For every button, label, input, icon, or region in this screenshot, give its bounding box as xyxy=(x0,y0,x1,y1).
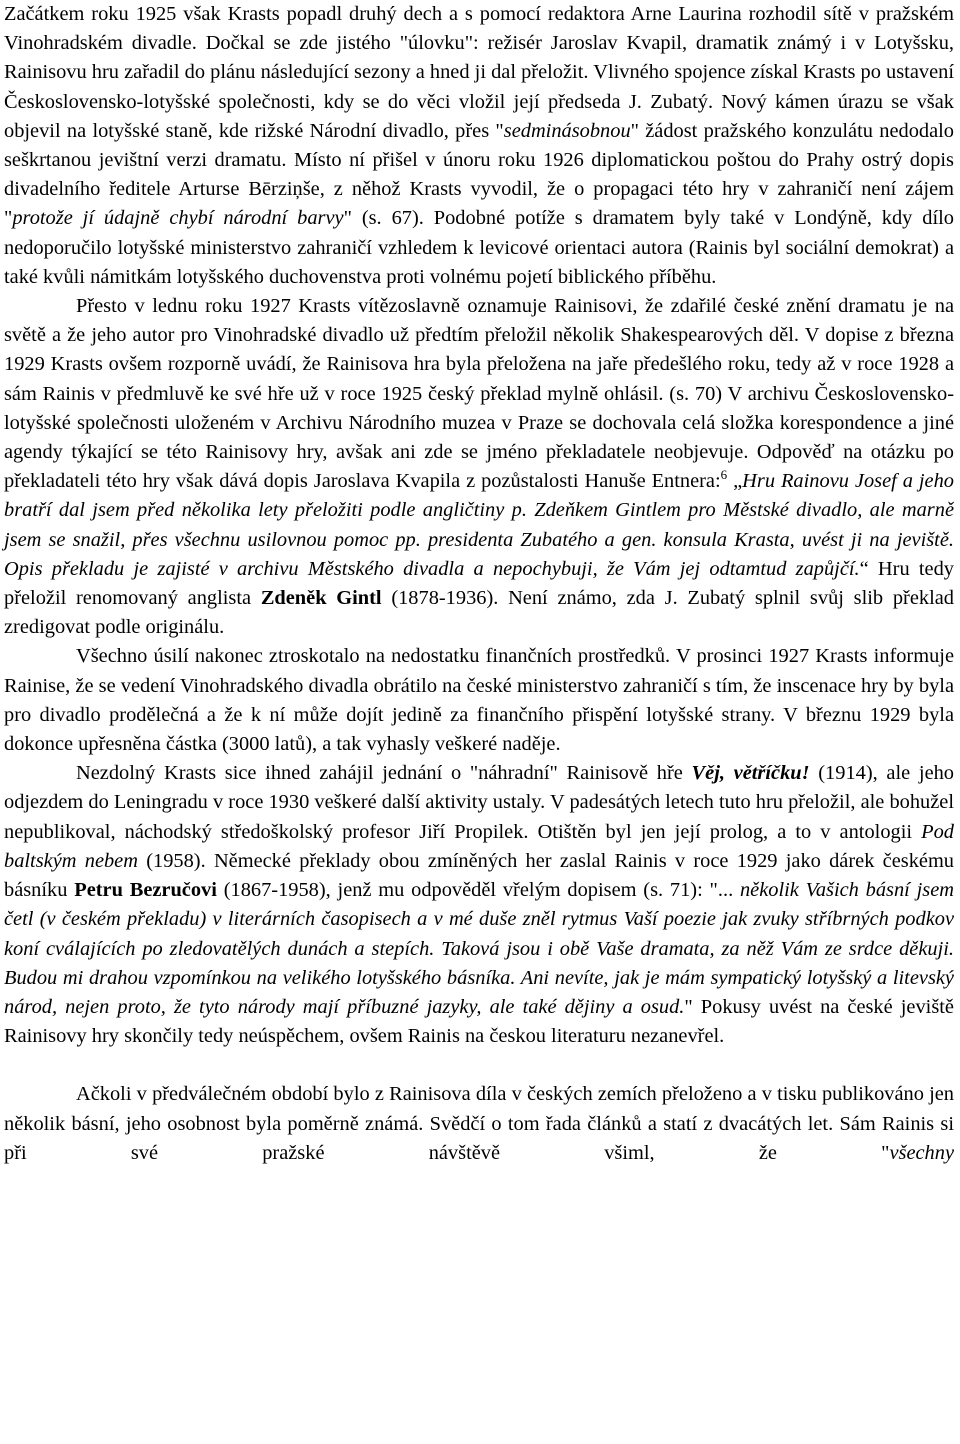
paragraph-gap xyxy=(4,1051,954,1080)
paragraph-5: Ačkoli v předválečném období bylo z Rainisova díla v českých zemích přeloženo a v tisku publikováno jen několik básní, jeho osobnost byla poměrně známá. Svědčí o tom řada článků a statí z dvacátých let. Sám Rainis si při své pražské návštěvě všiml, že "všechny xyxy=(4,1083,954,1164)
poet-name: Petru Bezručovi xyxy=(74,879,217,902)
anthology-title: Pod baltským nebem xyxy=(4,820,954,872)
document-page xyxy=(4,0,954,1168)
paragraph-1: Začátkem roku 1925 však Krasts popadl druhý dech a s pomocí redaktora Arne Laurina rozhodil sítě v pražském Vinohradském divadle. Dočkal se zde jistého "úlovku": režisér Jaroslav Kvapil, dramatik známý i v Lotyšsku, Rainisovu hru zařadil do plánu následující sezony a hned ji dal přeložit. Vlivného spojence získal Krasts po ustavení Československo-lotyšské společnosti, kdy se do věci vložil její předseda J. Zubatý. Nový kámen úrazu se však objevil na lotyšské staně, kde rižské Národní divadlo, přes "sedminásobnou" žádost pražského konzulátu nedodalo seškrtanou jevištní verzi dramatu. Místo ní přišel v únoru roku 1926 diplomatickou poštou do Prahy ostrý dopis divadelního ředitele Arturse Bērziņše, z něhož Krasts vyvodil, že o propagaci této hry v zahraničí není zájem "protože jí údajně chybí národní barvy" (s. 67). Podobné potíže s dramatem byly také v Londýně, kdy dílo nedoporučilo lotyšské ministerstvo zahraničí vzhledem k levicové orientaci autora (Rainis byl sociální demokrat) a také kvůli námitkám lotyšského duchovenstva proti volnému pojetí biblického příběhu. xyxy=(4,3,954,288)
paragraph-4: Nezdolný Krasts sice ihned zahájil jednání o "náhradní" Rainisově hře Věj, větříčku! (1914), ale jeho odjezdem do Leningradu v roce 1930 veškeré další aktivity ustaly. V padesátých letech tuto hru přeložil, ale bohužel nepublikoval, náchodský středoškolský profesor Jiří Propilek. Otištěn byl jen její prolog, a to v antologii Pod baltským nebem (1958). Německé překlady obou zmíněných her zaslal Rainis v roce 1929 jako dárek českému básníku Petru Bezručovi (1867-1958), jenž mu odpověděl vřelým dopisem (s. 71): "... několik Vašich básní jsem četl (v českém překladu) v literárních časopisech a v mé duše zněl rytmus Vaší poezie jak zvuky stříbrných podkov koní cválajících po zledovatělých dunách a stepích. Taková jsou i obě Vaše dramata, za něž Vám ze srdce děkuji. Budou mi drahou vzpomínkou na velikého lotyšského básníka. Ani nevíte, jak je mám sympatický lotyšský a litevský národ, nejen proto, že tyto národy mají příbuzné jazyky, ale také dějiny a osud." Pokusy uvést na české jeviště Rainisovy hry skončily tedy neúspěchem, ovšem Rainis na českou literaturu nezanevřel. xyxy=(4,762,955,1048)
paragraph-2: Přesto v lednu roku 1927 Krasts vítězoslavně oznamuje Rainisovi, že zdařilé české znění dramatu je na světě a že jeho autor pro Vinohradské divadlo už předtím přeložil několik Shakespearových děl. V dopise z března 1929 Krasts ovšem rozporně uvádí, že Rainisova hra byla přeložena na jaře předešlého roku, tedy až v roce 1928 a sám Rainis v předmluvě ke své hře už v roce 1925 český překlad mylně ohlásil. (s. 70) V archivu Československo-lotyšské společnosti uloženém v Archivu Národního muzea v Praze se dochovala celá složka korespondence a jiné agendy týkající se této Rainisovy hry, avšak ani zde se jméno překladatele neobjevuje. Odpověď na otázku po překladateli této hry však dává dopis Jaroslava Kvapila z pozůstalosti Hanuše Entnera:$^6$ „Hru Rainovu Josef a jeho bratří dal jsem před několika lety přeložiti podle angličtiny p. Zdeňkem Gintlem pro Městské divadlo, ale marně jsem se snažil, přes všechnu usilovnou pomoc pp. presidenta Zubatého a gen. konsula Krasta, uvést ji na jeviště. Opis překladu je zajisté v archivu Městského divadla a nepochybuji, že Vám jej odtamtud zapůjčí.“ Hru tedy přeložil renomovaný anglista Zdeněk Gintl (1878-1936). Není známo, zda J. Zubatý splnil svůj slib překlad zredigovat podle originálu. xyxy=(4,295,954,639)
kvapil-letter-quote: Hru Rainovu Josef a jeho bratří dal jsem před několika lety přeložiti podle angličtiny p. Zdeňkem Gintlem pro Městské divadlo, ale marně jsem se snažil, přes všechnu usilovnou pomoc pp. presidenta Zubatého a gen. konsula Krasta, uvést ji na jeviště. Opis překladu je zajisté v archivu Městského divadla a nepochybuji, že Vám jej odtamtud zapůjčí. xyxy=(4,470,954,580)
translator-name: Zdeněk Gintl xyxy=(260,587,382,610)
play-title: Věj, větříčku! xyxy=(691,762,810,785)
paragraph-3: Všechno úsilí nakonec ztroskotalo na nedostatku finančních prostředků. V prosinci 1927 Krasts informuje Rainise, že se vedení Vinohradského divadla obrátilo na české ministerstvo zahraničí s tím, že inscenace hry by byla pro divadlo prodělečná a že k ní může dojít jedině za finančního přispění lotyšské strany. V březnu 1929 byla dokonce upřesněna částka (3000 latů), a tak vyhasly veškeré naděje. xyxy=(4,645,954,756)
footnote-marker: 6 xyxy=(720,467,728,483)
bezruc-letter-quote: několik Vašich básní jsem četl (v českém překladu) v literárních časopisech a v mé duše zněl rytmus Vaší poezie jak zvuky stříbrných podkov koní cválajících po zledovatělých dunách a stepích. Taková jsou i obě Vaše dramata, za něž Vám ze srdce děkuji. Budou mi drahou vzpomínkou na velikého lotyšského básníka. Ani nevíte, jak je mám sympatický lotyšský a litevský národ, nejen proto, že tyto národy mají příbuzné jazyky, ale také dějiny a osud. xyxy=(4,879,955,1018)
